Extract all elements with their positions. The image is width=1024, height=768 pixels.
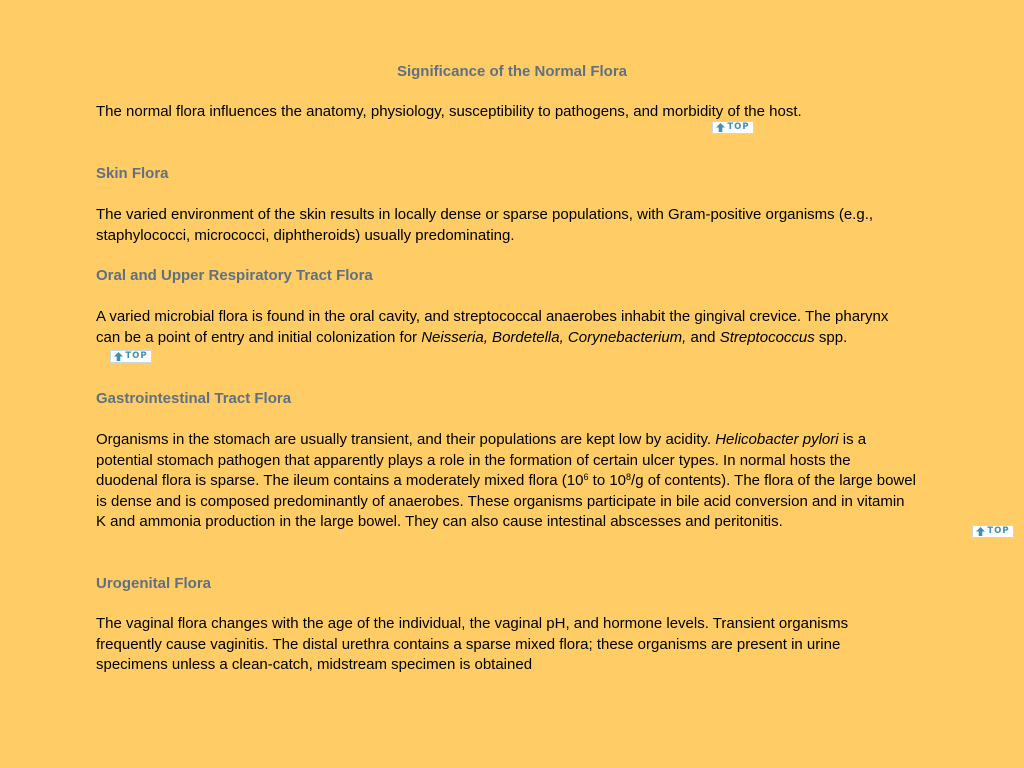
skin-flora-heading: Skin Flora — [96, 165, 169, 182]
oral-text-part: A varied microbial flora is found in the oral cavity, and streptococcal anaerobes inhabit the gingival crevice. The pharynx can be a point of entry and initial colonization for — [96, 308, 889, 346]
oral-flora-heading: Oral and Upper Respiratory Tract Flora — [96, 267, 373, 284]
top-button-label: TOP — [987, 526, 1010, 536]
intro-paragraph: The normal flora influences the anatomy, physiology, susceptibility to pathogens, and morbidity of the host. — [96, 103, 802, 120]
gi-text-part: /g of contents). The flora of the large bowel is dense and is composed predominantly of anaerobes. These organisms participate in bile acid conversion and in vitamin K and ammonia production in the large bowel. They can also cause intestinal abscesses and peritonitis. — [96, 472, 916, 530]
gi-exponent: 6 — [583, 472, 589, 482]
oral-flora-paragraph — [96, 307, 916, 348]
arrow-up-icon — [114, 352, 123, 361]
gi-exponent: 8 — [626, 472, 632, 482]
top-button[interactable] — [712, 121, 754, 134]
oral-genus-streptococcus: Streptococcus — [719, 328, 815, 346]
top-button-label: TOP — [125, 351, 148, 361]
gi-flora-heading: Gastrointestinal Tract Flora — [96, 390, 292, 407]
gi-flora-paragraph — [96, 430, 916, 533]
urogenital-flora-heading: Urogenital Flora — [96, 575, 212, 592]
oral-text-part: and — [686, 328, 720, 346]
arrow-up-icon — [716, 123, 725, 132]
skin-flora-paragraph: The varied environment of the skin results in locally dense or sparse populations, with Gram-positive organisms (e.g., staphylococci, micrococci, diphtheroids) usually predominating. — [96, 206, 874, 244]
gi-text-part: to 10 — [588, 472, 627, 489]
page-title: Significance of the Normal Flora — [396, 63, 628, 80]
top-button-label: TOP — [727, 122, 750, 132]
top-button[interactable] — [110, 350, 152, 363]
arrow-up-icon — [976, 527, 985, 536]
gi-text-part: Organisms in the stomach are usually transient, and their populations are kept low by acidity. — [96, 431, 716, 448]
oral-text-part: spp. — [814, 328, 848, 346]
urogenital-flora-paragraph: The vaginal flora changes with the age of the individual, the vaginal pH, and hormone levels. Transient organisms frequently cause vaginitis. The distal urethra contains a sparse mixed flora; these organisms are present in urine specimens unless a clean-catch, midstream specimen is obtained — [96, 615, 849, 673]
gi-pathogen-name: Helicobacter pylori — [715, 431, 839, 448]
oral-genera: Neisseria, Bordetella, Corynebacterium, — [421, 328, 687, 346]
top-button[interactable] — [972, 525, 1014, 538]
gi-text-part: is a potential stomach pathogen that apparently plays a role in the formation of certain ulcer types. In normal hosts the duodenal flora is sparse. The ileum contains a moderately mixed flora (10 — [96, 431, 867, 489]
